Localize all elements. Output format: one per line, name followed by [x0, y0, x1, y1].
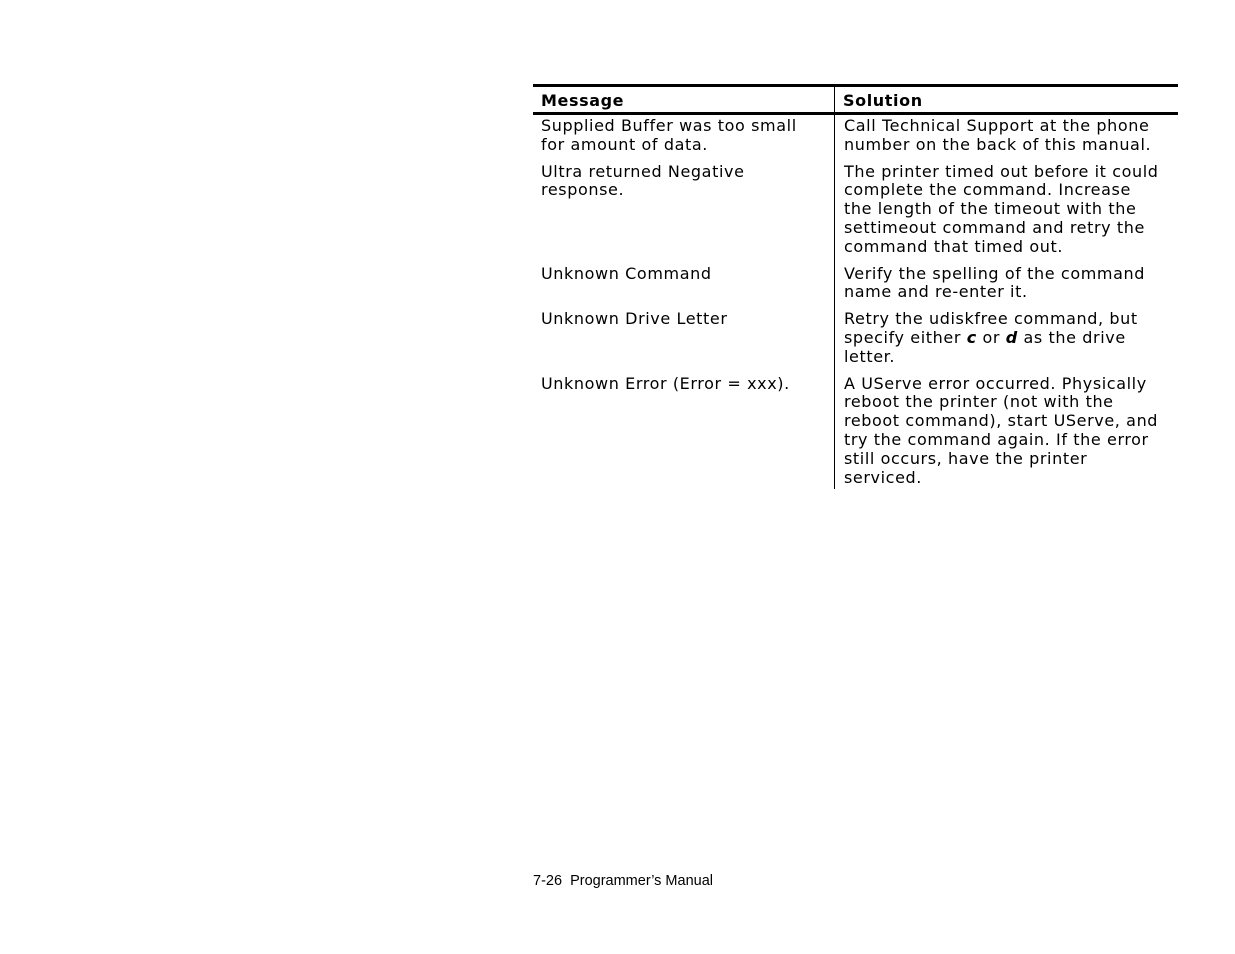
column-header-message: Message	[533, 86, 835, 114]
table-row	[533, 261, 1178, 307]
table-row	[533, 306, 1178, 370]
solution-line: name and re-enter it.	[844, 282, 1028, 302]
table-row	[533, 371, 1178, 490]
solution-line: settimeout command and retry the	[844, 217, 1145, 237]
solution-line: try the command again. If the error	[844, 429, 1149, 449]
solution-text: specify either	[844, 327, 967, 347]
solution-line: command that timed out.	[844, 236, 1064, 256]
table-row	[533, 114, 1178, 159]
solution-line	[844, 329, 1174, 348]
drive-letter-c: c	[966, 327, 977, 347]
table-row	[533, 159, 1178, 261]
drive-letter-d: d	[1005, 327, 1018, 347]
message-line: Ultra returned Negative	[541, 161, 745, 181]
message-cell	[533, 114, 835, 159]
message-line: Unknown Command	[541, 263, 712, 283]
column-header-solution: Solution	[843, 90, 923, 110]
solution-line: The printer timed out before it could	[844, 161, 1159, 181]
message-line: Supplied Buffer was too small	[541, 116, 797, 135]
solution-line: Verify the spelling of the command	[844, 263, 1145, 283]
solution-cell	[835, 159, 1179, 261]
solution-line: reboot command), start UServe, and	[844, 411, 1159, 431]
solution-cell	[835, 114, 1179, 159]
solution-line: serviced.	[844, 467, 922, 487]
solution-text: as the drive	[1017, 327, 1126, 347]
solution-line: Retry the udiskfree command, but	[844, 309, 1138, 329]
error-message-table	[533, 84, 1178, 489]
table-header-row	[533, 86, 1178, 114]
solution-line: Call Technical Support at the phone	[844, 116, 1150, 135]
message-cell	[533, 261, 835, 307]
solution-line: number on the back of this manual.	[844, 134, 1152, 154]
message-cell	[533, 306, 835, 370]
message-line: Unknown Drive Letter	[541, 309, 728, 329]
solution-line: A UServe error occurred. Physically	[844, 373, 1147, 393]
message-line: for amount of data.	[541, 134, 708, 154]
solution-cell	[835, 371, 1179, 490]
solution-cell	[835, 306, 1179, 370]
solution-line: letter.	[844, 346, 896, 366]
solution-line: reboot the printer (not with the	[844, 392, 1114, 412]
message-line: response.	[541, 180, 625, 200]
solution-cell	[835, 261, 1179, 307]
page-footer: 7-26 Programmer’s Manual	[533, 873, 713, 889]
solution-line: the length of the timeout with the	[844, 199, 1137, 219]
solution-line: still occurs, have the printer	[844, 448, 1088, 468]
message-cell	[533, 371, 835, 490]
message-line: Unknown Error (Error = xxx).	[541, 373, 790, 393]
solution-text: or	[976, 327, 1006, 347]
solution-line: complete the command. Increase	[844, 180, 1131, 200]
message-cell	[533, 159, 835, 261]
